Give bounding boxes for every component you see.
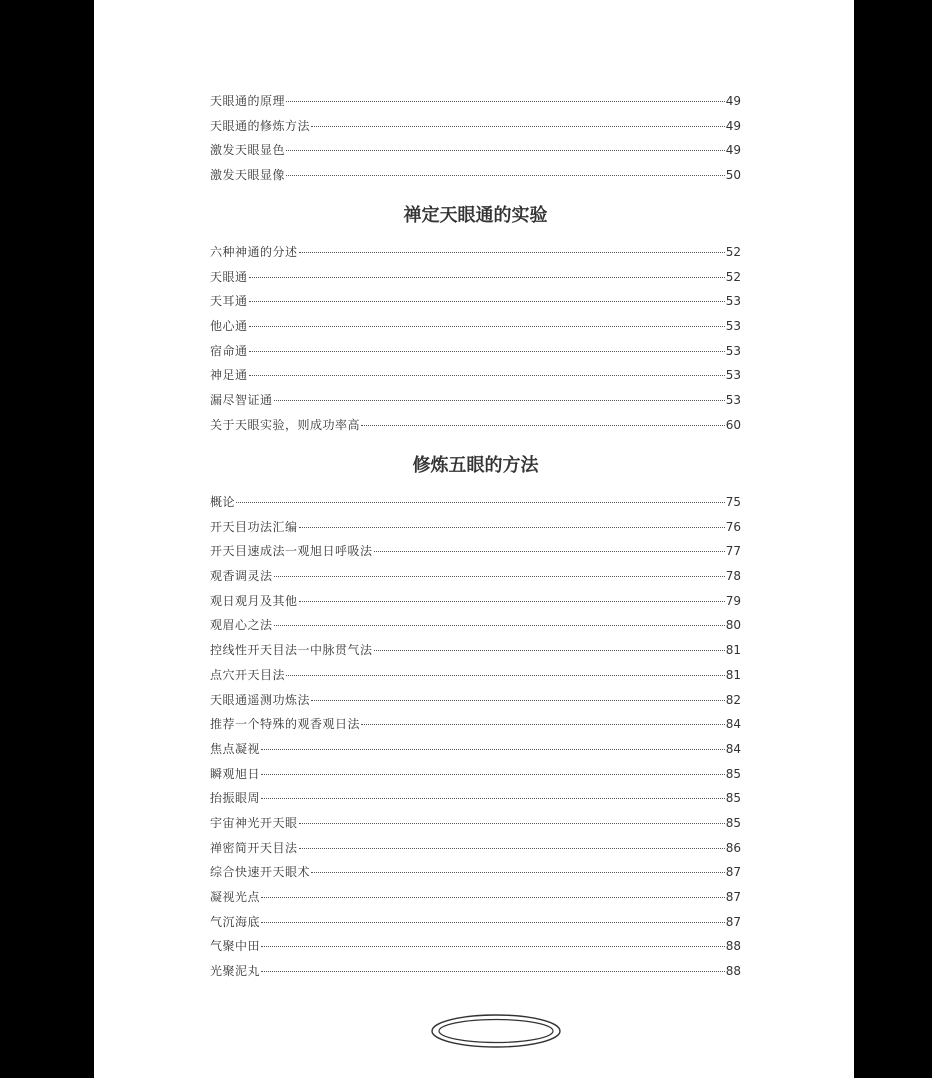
dot-leader [374, 551, 725, 552]
dot-leader [311, 700, 725, 701]
dot-leader [299, 252, 725, 253]
toc-entry-page: 49 [725, 94, 741, 108]
dot-leader [261, 971, 725, 972]
dot-leader [261, 774, 725, 775]
toc-entry[interactable] [210, 339, 741, 364]
toc-entry-title: 焦点凝视 [210, 741, 261, 756]
toc-entry-title: 天眼通的原理 [210, 94, 286, 108]
toc-entry[interactable] [210, 638, 741, 663]
toc-entry[interactable] [210, 539, 741, 564]
toc-entry[interactable] [210, 934, 741, 959]
toc-entry-title: 天眼通 [210, 269, 248, 284]
toc-entry[interactable] [210, 786, 741, 811]
toc-entry[interactable] [210, 114, 741, 139]
dot-leader [311, 126, 725, 127]
toc-entry-page: 85 [725, 766, 741, 781]
toc-entry[interactable] [210, 89, 741, 114]
toc-entry-page: 53 [725, 393, 741, 408]
dot-leader [249, 351, 725, 352]
toc-entry-title: 他心通 [210, 319, 248, 334]
dot-leader [311, 872, 725, 873]
toc-entry[interactable] [210, 959, 741, 984]
toc-entry[interactable] [210, 138, 741, 163]
toc-entry-page: 52 [725, 269, 741, 284]
toc-entry-title: 开天目功法汇编 [210, 519, 298, 534]
dot-leader [361, 425, 725, 426]
oval-frame-icon [429, 1012, 563, 1050]
toc-entry-page: 60 [725, 417, 741, 432]
toc-entry-page: 53 [725, 368, 741, 383]
toc-entry-title: 推荐一个特殊的观香观日法 [210, 717, 361, 732]
toc-entry[interactable] [210, 712, 741, 737]
toc-entry-title: 神足通 [210, 368, 248, 383]
toc-entry-title: 观日观月及其他 [210, 593, 298, 608]
toc-entry-page: 88 [725, 939, 741, 954]
dot-leader [299, 527, 725, 528]
toc-entry-page: 87 [725, 865, 741, 880]
toc-entry-title: 天眼通的修炼方法 [210, 118, 311, 133]
toc-entry[interactable] [210, 860, 741, 885]
dot-leader [274, 400, 725, 401]
toc-entry[interactable] [210, 163, 741, 188]
toc-entry[interactable] [210, 762, 741, 787]
toc-entry-page: 87 [725, 890, 741, 904]
toc-group-1 [210, 89, 741, 188]
dot-leader [261, 897, 725, 898]
toc-entry-title: 瞬观旭日 [210, 766, 261, 781]
dot-leader [249, 375, 725, 376]
toc-entry-title: 综合快速开天眼术 [210, 865, 311, 880]
toc-entry-title: 激发天眼显像 [210, 168, 286, 183]
toc-entry-page: 81 [725, 667, 741, 682]
toc-entry-page: 85 [725, 815, 741, 830]
dot-leader [261, 946, 725, 947]
toc-entry[interactable] [210, 265, 741, 290]
toc-entry-page: 53 [725, 343, 741, 358]
toc-entry[interactable] [210, 663, 741, 688]
toc-entry-title: 天耳通 [210, 294, 248, 309]
dot-leader [261, 922, 725, 923]
toc-entry-title: 开天目速成法一观旭日呼吸法 [210, 544, 373, 559]
toc-entry-page: 50 [725, 168, 741, 183]
toc-entry-title: 禅密简开天目法 [210, 840, 298, 855]
dot-leader [286, 101, 725, 102]
toc-entry[interactable] [210, 589, 741, 614]
toc-entry[interactable] [210, 240, 741, 265]
toc-entry-page: 84 [725, 717, 741, 732]
section-heading: 修炼五眼的方法 [412, 455, 539, 476]
toc-entry[interactable] [210, 363, 741, 388]
toc-entry[interactable] [210, 490, 741, 515]
toc-entry-title: 气沉海底 [210, 914, 261, 929]
section-heading: 禅定天眼通的实验 [403, 205, 548, 226]
toc-entry-page: 82 [725, 692, 741, 707]
document-page [94, 0, 854, 1078]
toc-entry-page: 53 [725, 319, 741, 334]
dot-leader [286, 675, 725, 676]
toc-entry[interactable] [210, 314, 741, 339]
toc-entry-page: 88 [725, 964, 741, 979]
dot-leader [299, 848, 725, 849]
toc-entry-title: 点穴开天目法 [210, 667, 286, 682]
toc-entry[interactable] [210, 564, 741, 589]
dot-leader [299, 823, 725, 824]
toc-entry-title: 漏尽智证通 [210, 393, 273, 408]
toc-entry[interactable] [210, 836, 741, 861]
dot-leader [299, 601, 725, 602]
toc-entry-page: 87 [725, 914, 741, 929]
toc-entry-page: 77 [725, 544, 741, 559]
toc-entry-page: 53 [725, 294, 741, 309]
toc-entry-page: 49 [725, 143, 741, 158]
toc-entry-title: 控线性开天目法一中脉贯气法 [210, 643, 373, 658]
dot-leader [374, 650, 725, 651]
dot-leader [286, 175, 725, 176]
dot-leader [274, 625, 725, 626]
toc-entry-title: 凝视光点 [210, 890, 261, 904]
toc-entry-title: 抬振眼周 [210, 791, 261, 806]
toc-entry-title: 宿命通 [210, 343, 248, 358]
toc-entry-page: 79 [725, 593, 741, 608]
dot-leader [274, 576, 725, 577]
toc-group-3 [210, 490, 741, 984]
toc-entry-title: 气聚中田 [210, 939, 261, 954]
dot-leader [236, 502, 725, 503]
toc-entry-title: 关于天眼实验，则成功率高 [210, 417, 361, 432]
toc-entry-page: 86 [725, 840, 741, 855]
toc-entry-title: 六种神通的分述 [210, 245, 298, 259]
toc-entry[interactable] [210, 515, 741, 540]
toc-entry[interactable] [210, 885, 741, 910]
toc-entry-page: 76 [725, 519, 741, 534]
dot-leader [249, 277, 725, 278]
toc-entry-page: 80 [725, 618, 741, 633]
toc-entry[interactable] [210, 910, 741, 935]
toc-entry[interactable] [210, 413, 741, 438]
dot-leader [249, 326, 725, 327]
toc-entry-page: 52 [725, 245, 741, 259]
toc-entry[interactable] [210, 289, 741, 314]
toc-group-2 [210, 240, 741, 438]
toc-entry-title: 光聚泥丸 [210, 964, 261, 979]
dot-leader [361, 724, 725, 725]
toc-entry[interactable] [210, 613, 741, 638]
toc-entry[interactable] [210, 811, 741, 836]
toc-entry[interactable] [210, 737, 741, 762]
page-number-ornament [429, 1012, 563, 1054]
dot-leader [261, 749, 725, 750]
toc-entry-page: 49 [725, 118, 741, 133]
dot-leader [261, 798, 725, 799]
toc-entry-title: 激发天眼显色 [210, 143, 286, 158]
toc-entry-title: 宇宙神光开天眼 [210, 815, 298, 830]
toc-entry-title: 天眼通遥测功炼法 [210, 692, 311, 707]
toc-entry-page: 85 [725, 791, 741, 806]
toc-entry-page: 78 [725, 569, 741, 584]
toc-entry-page: 75 [725, 495, 741, 509]
dot-leader [249, 301, 725, 302]
toc-entry[interactable] [210, 388, 741, 413]
toc-entry-page: 84 [725, 741, 741, 756]
toc-entry-title: 观香调灵法 [210, 569, 273, 584]
toc-entry-title: 概论 [210, 495, 236, 509]
toc-entry[interactable] [210, 688, 741, 713]
dot-leader [286, 150, 725, 151]
toc-entry-page: 81 [725, 643, 741, 658]
toc-entry-title: 观眉心之法 [210, 618, 273, 633]
